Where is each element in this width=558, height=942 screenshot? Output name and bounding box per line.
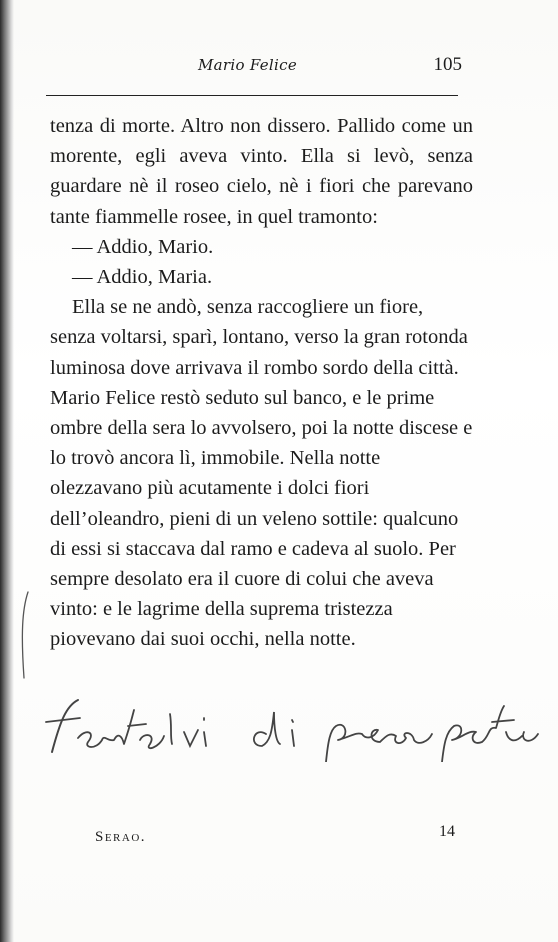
sheet-number: 14 [439,823,455,840]
page-number: 105 [433,54,462,75]
paragraph-2: — Addio, Mario. [72,235,214,258]
paragraph-4: Ella se ne andò, senza raccogliere un fiore, senza voltarsi, sparì, lontano, verso la gran rotonda luminosa dove arrivava il rombo sordo della città. Mario Felice restò seduto sul banco, e le prime ombre della sera lo avvolsero, poi la notte discese e lo trovò ancora lì, immobile. Nella notte olezzavano più acutamente i dolci fiori dell’oleandro, pieni di un veleno sottile: qualcuno di essi si staccava dal ramo e cadeva al suolo. Per sempre desolato era il cuore di colui che aveva vinto: e le lagrime della suprema tristezza piovevano dai suoi occhi, nella notte. [50,296,473,651]
header-rule [46,95,458,96]
handwritten-annotation-drawing [44,692,544,762]
paragraph-3: — Addio, Maria. [72,266,213,289]
signature-mark: Serao. [95,829,147,845]
handwritten-annotation [44,692,544,762]
paragraph-1: tenza di morte. Altro non dissero. Pallido come un morente, egli aveva vinto. Ella si levò, senza guardare nè il roseo cielo, nè i fiori che parevano tante fiammelle rosee, in quel tramonto: [50,115,473,228]
running-title: Mario Felice [198,56,298,74]
running-head [46,54,462,80]
spine-shadow [0,0,14,942]
page-footer [95,823,455,853]
body-text [50,111,473,655]
margin-pencil-mark [18,590,32,680]
